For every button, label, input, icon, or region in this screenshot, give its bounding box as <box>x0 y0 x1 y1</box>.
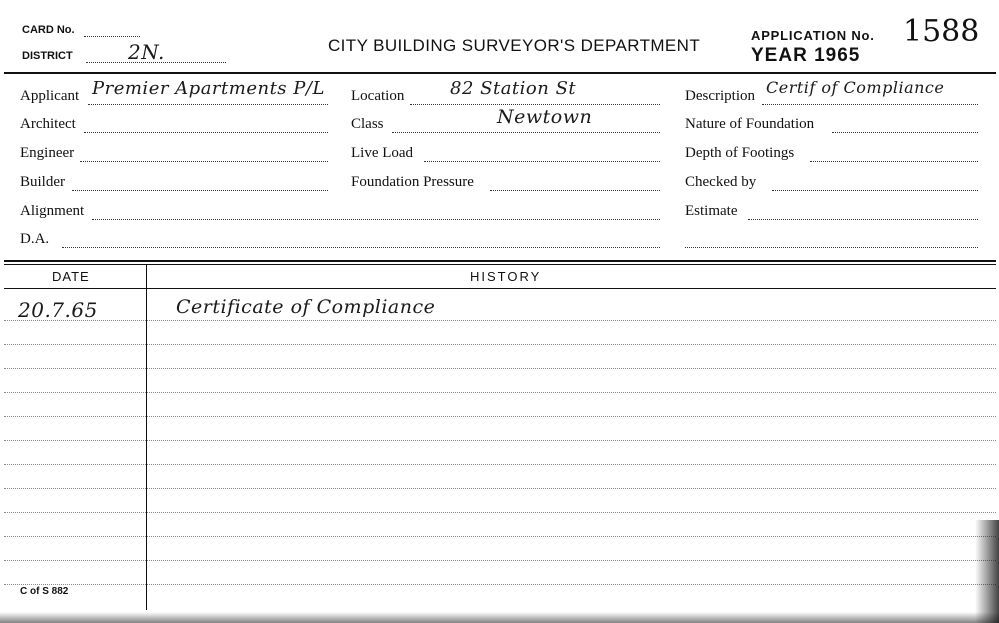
district-label: DISTRICT <box>22 50 73 62</box>
department-title: CITY BUILDING SURVEYOR'S DEPARTMENT <box>328 36 701 55</box>
history-rule <box>4 464 996 465</box>
foundation-pressure-line <box>490 190 660 191</box>
location-line <box>410 104 660 105</box>
history-header: HISTORY <box>470 269 542 284</box>
builder-label: Builder <box>20 174 65 190</box>
checked-by-line <box>772 190 978 191</box>
scan-edge-shadow <box>0 612 999 623</box>
architect-line <box>84 132 328 133</box>
table-top-rule-2 <box>4 264 996 265</box>
application-no-label: APPLICATION No. <box>751 28 875 43</box>
description-value: Certif of Compliance <box>766 78 945 97</box>
history-rule <box>4 320 996 321</box>
alignment-label: Alignment <box>20 203 85 219</box>
history-rule <box>4 392 996 393</box>
architect-label: Architect <box>20 116 76 132</box>
table-header-rule <box>4 288 996 289</box>
alignment-line <box>92 219 660 220</box>
class-line <box>392 132 660 133</box>
live-load-line <box>424 161 660 162</box>
history-rule <box>4 512 996 513</box>
date-header: DATE <box>52 269 90 284</box>
engineer-label: Engineer <box>20 145 75 161</box>
description-line <box>762 104 978 105</box>
da-line <box>62 247 660 248</box>
header-divider <box>4 72 996 74</box>
history-rule <box>4 560 996 561</box>
depth-of-footings-label: Depth of Footings <box>685 145 795 161</box>
district-value: 2N. <box>128 40 165 64</box>
history-rule <box>4 536 996 537</box>
applicant-label: Applicant <box>20 88 80 104</box>
builder-line <box>72 190 328 191</box>
description-label: Description <box>685 88 755 104</box>
class-label: Class <box>351 116 384 132</box>
history-rule <box>4 440 996 441</box>
history-row-date: 20.7.65 <box>18 298 98 322</box>
da-label: D.A. <box>20 231 50 247</box>
estimate-line <box>748 219 978 220</box>
class-value: Newtown <box>497 106 593 128</box>
location-value: 82 Station St <box>450 78 577 99</box>
da-right-line <box>685 247 978 248</box>
live-load-label: Live Load <box>351 145 414 161</box>
history-rule <box>4 344 996 345</box>
estimate-label: Estimate <box>685 203 738 219</box>
location-label: Location <box>351 88 405 104</box>
checked-by-label: Checked by <box>685 174 757 190</box>
nature-of-foundation-line <box>832 132 978 133</box>
applicant-line <box>88 104 328 105</box>
card-no-line <box>84 36 140 37</box>
nature-of-foundation-label: Nature of Foundation <box>685 116 815 132</box>
scan-corner-shadow <box>975 520 999 623</box>
table-top-rule <box>4 260 996 262</box>
applicant-value: Premier Apartments P/L <box>92 78 325 99</box>
history-rule <box>4 488 996 489</box>
date-column-divider <box>146 264 147 610</box>
application-no-value: 1588 <box>903 14 980 49</box>
history-row-entry: Certificate of Compliance <box>176 296 436 318</box>
foundation-pressure-label: Foundation Pressure <box>351 174 474 190</box>
year-label: YEAR 1965 <box>751 45 861 66</box>
depth-of-footings-line <box>810 161 978 162</box>
engineer-line <box>80 161 328 162</box>
history-rule <box>4 368 996 369</box>
card-no-label: CARD No. <box>22 24 75 36</box>
history-rule <box>4 584 996 585</box>
form-code: C of S 882 <box>20 586 69 597</box>
history-rule <box>4 416 996 417</box>
